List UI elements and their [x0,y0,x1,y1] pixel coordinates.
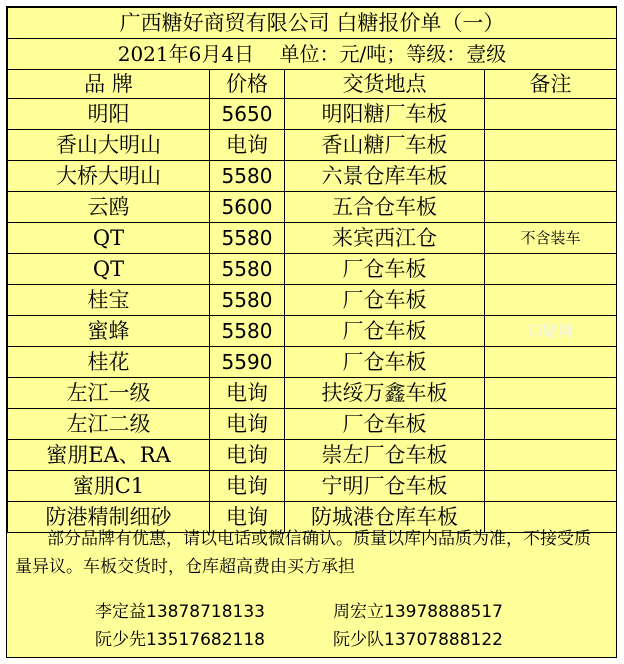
cell-location: 扶绥万鑫车板 [285,378,485,409]
remark-text: 部分品牌有优惠，请以电话或微信确认。质量以库内品质为准，不接受质量异议。车板交货时，仓库超高费由买方承担 [15,529,591,577]
cell-brand: QT [8,254,210,285]
column-header-note: 备注 [485,70,617,99]
cell-price: 5580 [210,316,285,347]
cell-location: 厂仓车板 [285,285,485,316]
cell-location: 宁明厂仓车板 [285,471,485,502]
cell-brand: 明阳 [8,99,210,130]
table-row [8,378,617,409]
cell-price: 电询 [210,471,285,502]
cell-location: 厂仓车板 [285,316,485,347]
table-row [8,471,617,502]
column-header-location: 交货地点 [285,70,485,99]
cell-location: 香山糖厂车板 [285,130,485,161]
cell-brand: 蜜蜂 [8,316,210,347]
cell-brand: 蜜朋C1 [8,471,210,502]
cell-price: 5580 [210,223,285,254]
cell-brand: 左江二级 [8,409,210,440]
table-row [8,130,617,161]
table-row [8,440,617,471]
cell-note [485,130,617,161]
cell-brand: 香山大明山 [8,130,210,161]
footer [7,519,616,657]
contact-1: 李定益13878718133 [95,602,265,622]
table-row [8,161,617,192]
column-header-price: 价格 [210,70,285,99]
table-row [8,254,617,285]
contact-4: 阮少队13707888122 [333,630,503,650]
cell-note: 不含装车 [485,223,617,254]
cell-note [485,285,617,316]
cell-brand: 桂花 [8,347,210,378]
cell-price: 电询 [210,409,285,440]
cell-location: 来宾西江仓 [285,223,485,254]
cell-note [485,378,617,409]
cell-price: 5590 [210,347,285,378]
cell-price: 5580 [210,161,285,192]
cell-price: 5580 [210,254,285,285]
cell-note [485,440,617,471]
sheet-subtitle: 2021年6月4日 单位：元/吨；等级：壹级 [8,39,617,70]
cell-location: 六景仓库车板 [285,161,485,192]
cell-location: 防城港仓库车板 [285,502,485,533]
cell-brand: QT [8,223,210,254]
cell-note [485,254,617,285]
cell-location: 崇左厂仓车板 [285,440,485,471]
table-row [8,285,617,316]
cell-location: 五合仓车板 [285,192,485,223]
cell-note [485,192,617,223]
cell-price: 5650 [210,99,285,130]
cell-location: 厂仓车板 [285,254,485,285]
cell-brand: 大桥大明山 [8,161,210,192]
cell-price: 电询 [210,378,285,409]
table-row [8,192,617,223]
price-table [7,7,617,533]
cell-note [485,409,617,440]
table-row [8,223,617,254]
cell-price: 5580 [210,285,285,316]
cell-note [485,161,617,192]
cell-location: 厂仓车板 [285,347,485,378]
column-header-brand: 品 牌 [8,70,210,99]
price-sheet [6,6,617,658]
table-row [8,316,617,347]
table-row [8,347,617,378]
cell-location: 明阳糖厂车板 [285,99,485,130]
cell-note: 口糖网 [485,316,617,347]
cell-note [485,99,617,130]
cell-price: 电询 [210,130,285,161]
table-row [8,99,617,130]
cell-brand: 蜜朋EA、RA [8,440,210,471]
cell-brand: 云鸥 [8,192,210,223]
contact-2: 周宏立13978888517 [333,602,503,622]
table-row [8,409,617,440]
cell-price: 5600 [210,192,285,223]
cell-price: 电询 [210,502,285,533]
sheet-title: 广西糖好商贸有限公司 白糖报价单（一） [8,8,617,39]
contact-3: 阮少先13517682118 [95,630,265,650]
cell-note [485,471,617,502]
cell-location: 厂仓车板 [285,409,485,440]
cell-brand: 桂宝 [8,285,210,316]
cell-note [485,347,617,378]
cell-price: 电询 [210,440,285,471]
cell-brand: 防港精制细砂 [8,502,210,533]
cell-brand: 左江一级 [8,378,210,409]
